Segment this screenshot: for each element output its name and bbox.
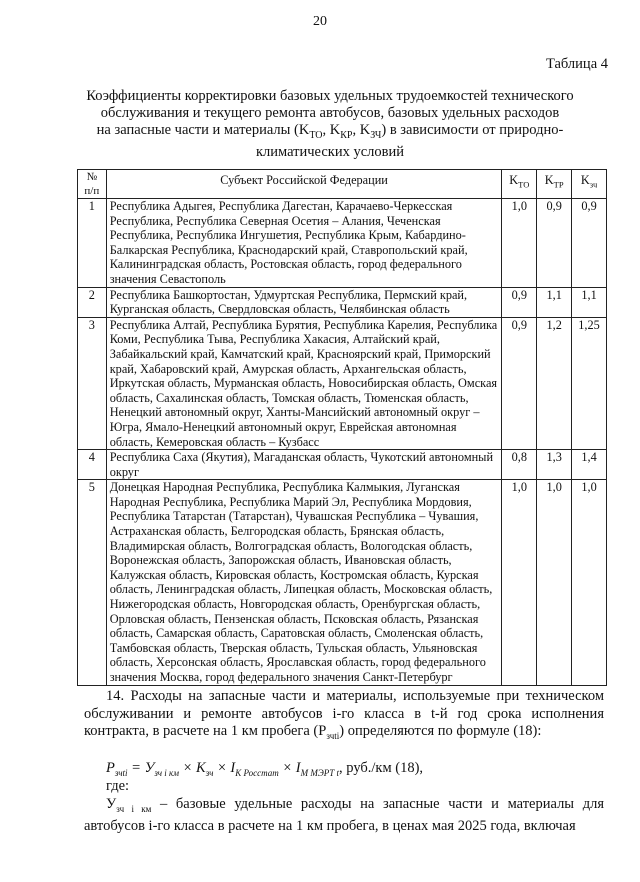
title-line-4: климатических условий <box>255 143 405 160</box>
table-label: Таблица 4 <box>545 56 608 72</box>
row-number: 3 <box>78 317 107 449</box>
row-ktr: 1,0 <box>537 480 572 685</box>
coefficients-table <box>77 169 607 686</box>
header-kto: $K_{ТО}$ <box>502 170 537 199</box>
header-num: № п/п <box>78 170 107 199</box>
row-number: 4 <box>78 450 107 480</box>
table-row <box>78 199 607 288</box>
row-ktr: 1,1 <box>537 287 572 317</box>
row-kzch: 1,4 <box>572 450 607 480</box>
title-line-2: обслуживания и текущего ремонта автобусов, базовых удельных расходов <box>100 105 560 121</box>
row-ktr: 0,9 <box>537 199 572 288</box>
row-subject: Республика Башкортостан, Удмуртская Республика, Пермский край, Курганская область, Свердловская область, Челябинская область <box>106 287 502 317</box>
table-row <box>78 287 607 317</box>
table-row <box>78 480 607 685</box>
row-kzch: 1,0 <box>572 480 607 685</box>
row-kto: 0,9 <box>502 287 537 317</box>
definition-paragraph: $У_{зч i км}$ – базовые удельные расходы на запасные части и материалы для автобусов i-го класса в расчете на 1 км пробега, в ценах мая 2025 года, включая <box>84 796 604 835</box>
header-subject: Субъект Российской Федерации <box>106 170 502 199</box>
paragraph-14: 14. Расходы на запасные части и материалы, используемые при техническом обслуживании и ремонте автобусов i-го класса в t-й год срока исполнения контракта, в расчете на 1 км пробега $(Р_{зчti})$ определяются по формуле (18): <box>84 688 604 741</box>
row-kto: 1,0 <box>502 480 537 685</box>
row-ktr: 1,3 <box>537 450 572 480</box>
row-subject: Донецкая Народная Республика, Республика Калмыкия, Луганская Народная Республика, Республика Марий Эл, Республика Мордовия, Республика Татарстан (Татарстан), Чувашская Республика – Чувашия, Астраханская область, Белгородская область, Брянская область, Владимирская область, Волгоградская область, Вологодская область, Воронежская область, Запорожская область, Ивановская область, Калужская область, Кировская область, Костромская область, Курская область, Ленинградская область, Липецкая область, Московская область, Нижегородская область, Новгородская область, Оренбургская область, Орловская область, Пензенская область, Псковская область, Рязанская область, Самарская область, Саратовская область, Смоленская область, Тамбовская область, Тверская область, Тульская область, Ульяновская область, Херсонская область, Ярославская область, город федерального значения Москва, город федерального значения Санкт-Петербург <box>106 480 502 685</box>
row-kto: 0,8 <box>502 450 537 480</box>
header-kzch: $K_{зч}$ <box>572 170 607 199</box>
row-kzch: 1,1 <box>572 287 607 317</box>
row-kzch: 0,9 <box>572 199 607 288</box>
where-label: где: <box>106 778 130 794</box>
page-number: 20 <box>313 14 327 29</box>
title-line-3: на запасные части и материалы ($K_{ТО}$, $K_{КР}$, $K_{ЗЧ}$) в зависимости от природно- <box>96 122 564 141</box>
row-subject: Республика Саха (Якутия), Магаданская область, Чукотский автономный округ <box>106 450 502 480</box>
row-number: 5 <box>78 480 107 685</box>
row-number: 1 <box>78 199 107 288</box>
title-line-1: Коэффициенты корректировки базовых удельных трудоемкостей технического <box>86 88 574 104</box>
row-kzch: 1,25 <box>572 317 607 449</box>
formula-18: $Р_{зчti} = У_{зч i км} \times K_{зч} \times I_{К Росстат} \times I_{М МЭРТ t}$, руб./км (18), <box>106 760 424 778</box>
row-subject: Республика Адыгея, Республика Дагестан, Карачаево-Черкесская Республика, Республика Северная Осетия – Алания, Чеченская Республика, Республика Ингушетия, Республика Крым, Кабардино-Балкарская Республика, Краснодарский край, Ставропольский край, Калининградская область, Ростовская область, город федерального значения Севастополь <box>106 199 502 288</box>
table-row <box>78 317 607 449</box>
row-subject: Республика Алтай, Республика Бурятия, Республика Карелия, Республика Коми, Республика Тыва, Республика Хакасия, Алтайский край, Забайкальский край, Камчатский край, Красноярский край, Приморский край, Хабаровский край, Амурская область, Архангельская область, Иркутская область, Мурманская область, Новосибирская область, Омская область, Сахалинская область, Томская область, Тюменская область, Ненецкий автономный округ, Ханты-Мансийский автономный округ – Югра, Ямало-Ненецкий автономный округ, Еврейская автономная область, Кемеровская область – Кузбасс <box>106 317 502 449</box>
table-header-row <box>78 170 607 199</box>
row-kto: 0,9 <box>502 317 537 449</box>
row-number: 2 <box>78 287 107 317</box>
table-title <box>70 88 590 161</box>
row-ktr: 1,2 <box>537 317 572 449</box>
table-row <box>78 450 607 480</box>
row-kto: 1,0 <box>502 199 537 288</box>
header-ktr: $K_{ТР}$ <box>537 170 572 199</box>
